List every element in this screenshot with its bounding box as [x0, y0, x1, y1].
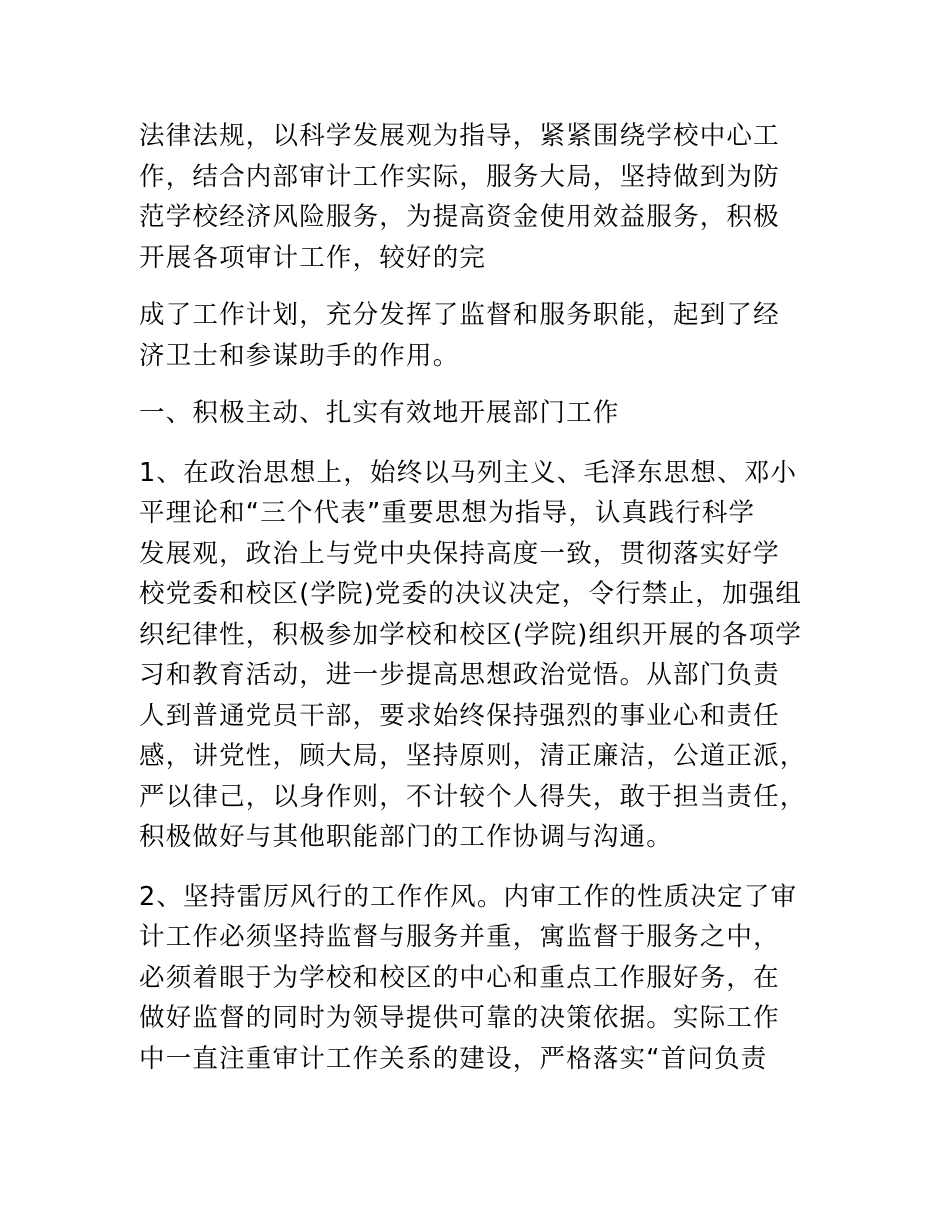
- text-line: 开展各项审计工作，较好的完: [139, 242, 487, 273]
- text-line: 习和教育活动，进一步提高思想政治觉悟。从部门负责: [139, 660, 780, 690]
- text-line: 校党委和校区(学院)党委的决议决定，令行禁止，加强组: [139, 579, 803, 609]
- document-body: [139, 116, 829, 1079]
- paragraph-item-2: [139, 877, 829, 1080]
- text-line: 成了工作计划，充分发挥了监督和服务职能，起到了经: [139, 300, 780, 330]
- paragraph-continuation: [139, 295, 829, 376]
- text-line: 人到普通党员干部，要求始终保持强烈的事业心和责任: [139, 700, 780, 731]
- text-line: 必须着眼于为学校和校区的中心和重点工作服好务，在: [139, 962, 780, 993]
- text-line: 济卫士和参谋助手的作用。: [139, 340, 460, 371]
- text-line: 织纪律性，积极参加学校和校区(学院)组织开展的各项学: [139, 619, 803, 650]
- text-line: 积极做好与其他职能部门的工作协调与沟通。: [139, 822, 674, 852]
- text-line: 2、坚持雷厉风行的工作作风。内审工作的性质决定了审: [139, 881, 798, 912]
- text-line: 一、积极主动、扎实有效地开展部门工作: [139, 398, 620, 428]
- text-line: 严以律己，以身作则，不计较个人得失，敢于担当责任，: [139, 781, 807, 812]
- text-line: 中一直注重审计工作关系的建设，严格落实“首问负责: [139, 1043, 768, 1074]
- paragraph-intro: [139, 116, 829, 278]
- text-line: 范学校经济风险服务，为提高资金使用效益服务，积极: [139, 202, 780, 232]
- text-line: 发展观，政治上与党中央保持高度一致，贯彻落实好学: [139, 538, 780, 569]
- text-line: 作，结合内部审计工作实际，服务大局，坚持做到为防: [139, 161, 780, 192]
- text-line: 1、在政治思想上，始终以马列主义、毛泽东思想、邓小: [139, 457, 798, 488]
- section-heading: [139, 393, 829, 434]
- paragraph-item-1: [139, 453, 829, 858]
- text-line: 感，讲党性，顾大局，坚持原则，清正廉洁，公道正派，: [139, 741, 807, 771]
- text-line: 计工作必须坚持监督与服务并重，寓监督于服务之中，: [139, 922, 780, 952]
- text-line: 法律法规，以科学发展观为指导，紧紧围绕学校中心工: [139, 121, 780, 151]
- text-line: 平理论和“三个代表”重要思想为指导，认真践行科学: [139, 498, 756, 528]
- text-line: 做好监督的同时为领导提供可靠的决策依据。实际工作: [139, 1003, 780, 1033]
